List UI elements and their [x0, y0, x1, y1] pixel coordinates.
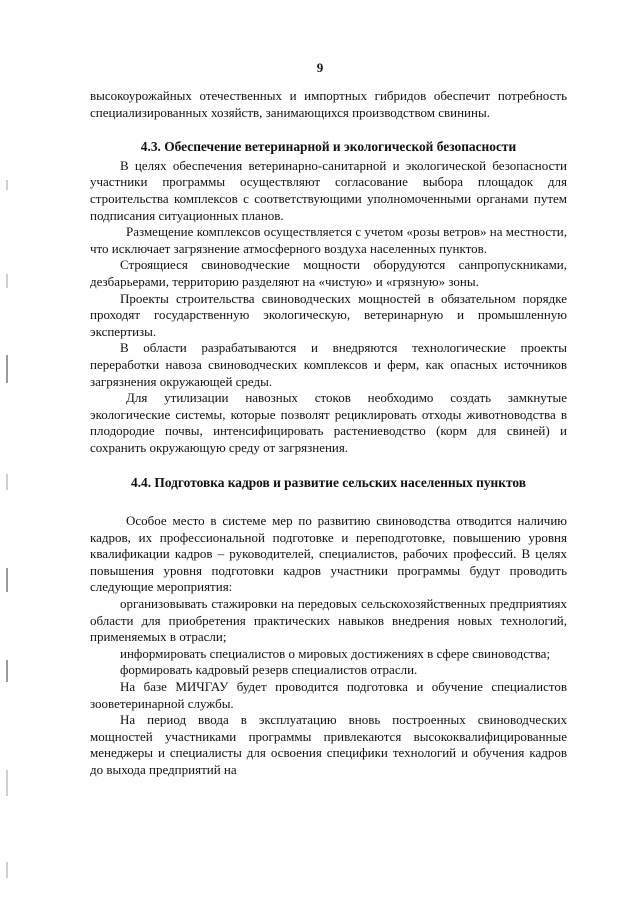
section-heading-4-3: 4.3. Обеспечение ветеринарной и экологической безопасности — [140, 139, 517, 155]
document-body — [90, 88, 567, 779]
paragraph-managers: На период ввода в эксплуатацию вновь построенных свиноводческих мощностей участниками программы привлекаются высококвалифицированные менеджеры и специалисты для освоения специфики технологий и обучения кадров до выхода предприятий на — [90, 712, 567, 777]
section-heading-4-4: 4.4. Подготовка кадров и развитие сельских населенных пунктов — [131, 475, 526, 491]
paragraph-expertise: Проекты строительства свиноводческих мощностей в обязательном порядке проходят государственную экологическую, ветеринарную и промышленную экспертизы. — [90, 290, 567, 339]
scan-edge-mark — [6, 180, 8, 190]
paragraph-sanitary-zones: Строящиеся свиноводческие мощности оборудуются санпропускниками, дезбарьерами, территорию разделяют на «чистую» и «грязную» зоны. — [90, 257, 567, 289]
paragraph-manure-processing: В области разрабатываются и внедряются технологические проекты переработки навоза свиноводческих комплексов и ферм, как опасных источников загрязнения окружающей среды. — [90, 340, 567, 389]
scan-edge-mark — [6, 660, 8, 682]
paragraph-michgau-training: На базе МИЧГАУ будет проводится подготовка и обучение специалистов зооветеринарной службы. — [90, 679, 567, 711]
paragraph-inform-specialists: информировать специалистов о мировых достижениях в сфере свиноводства; — [120, 645, 551, 661]
page-number: 9 — [316, 60, 324, 75]
scan-edge-mark — [6, 474, 8, 490]
paragraph-wind-rose: Размещение комплексов осуществляется с учетом «розы ветров» на местности, что исключает загрязнение атмосферного воздуха населенных пунктов. — [90, 224, 567, 256]
scan-edge-mark — [6, 274, 8, 288]
paragraph-personnel-reserve: формировать кадровый резерв специалистов отрасли. — [120, 662, 418, 678]
scan-edge-mark — [6, 770, 8, 796]
scan-edge-mark — [6, 355, 8, 383]
paragraph-closed-systems: Для утилизации навозных стоков необходимо создать замкнутые экологические системы, которые позволят рециклировать отходы животноводства в плодородие почвы, интенсифицировать растениеводство (корм для свиней) и сохранить окружающую среду от загрязнения. — [90, 390, 567, 455]
paragraph-vet-approval: В целях обеспечения ветеринарно-санитарной и экологической безопасности участники программы осуществляют согласование выбора площадок для строительства комплексов с соответствующими уполномоченными органами путем подписания ситуационных планов. — [90, 157, 567, 223]
paragraph-internships: организовывать стажировки на передовых сельскохозяйственных предприятиях области для приобретения практических навыков внедрения новых технологий, применяемых в отрасли; — [90, 596, 567, 645]
paragraph-staff-intro: Особое место в системе мер по развитию свиноводства отводится наличию кадров, их профессиональной подготовке и переподготовке, повышению уровня квалификации кадров – руководителей, специалистов, рабочих профессий. В целях повышения уровня подготовки кадров участники программы будут проводить следующие мероприятия: — [90, 513, 567, 595]
paragraph-intro: высокоурожайных отечественных и импортных гибридов обеспечит потребность специализированных хозяйств, занимающихся производством свинины. — [90, 88, 567, 120]
scan-edge-mark — [6, 568, 8, 592]
scan-edge-mark — [6, 862, 8, 878]
